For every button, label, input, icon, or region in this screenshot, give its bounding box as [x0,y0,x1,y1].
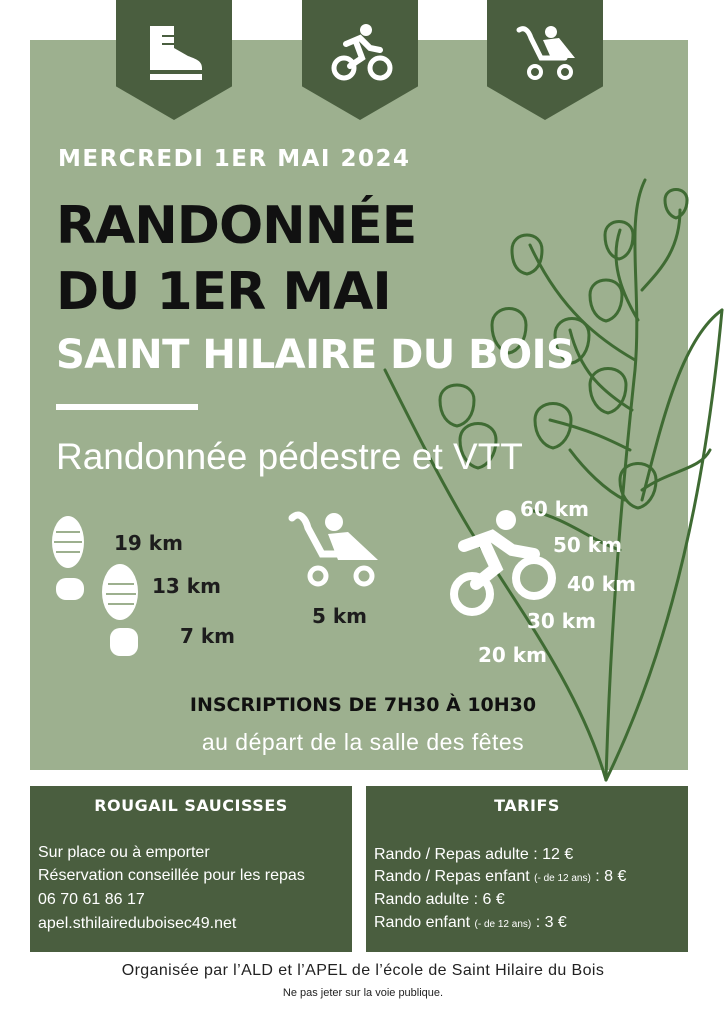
hiking-boot-icon [144,22,208,82]
bike-distance-2: 50 km [553,533,622,557]
tarif-note: (- de 12 ans) [474,919,532,930]
tarif-label: Rando adulte [374,891,470,908]
tarif-row [374,914,567,932]
meal-box [30,786,352,952]
walk-distance-3: 7 km [180,624,236,648]
tarif-row [374,846,573,864]
location-title: SAINT HILAIRE DU BOIS [56,332,575,378]
tarifs-box [366,786,688,952]
tarif-price: : 6 € [473,891,505,908]
registration-hours: INSCRIPTIONS DE 7H30 À 10H30 [189,694,537,716]
tarif-label: Rando / Repas adulte [374,846,529,863]
stroller-icon-large [288,508,384,590]
tarif-label: Rando enfant [374,914,471,931]
bike-distance-1: 60 km [520,497,589,521]
bike-distance-3: 40 km [567,572,636,596]
organizers-line: Organisée par l’ALD et l’APEL de l’école de Saint Hilaire du Bois [121,962,605,979]
title-line-1: RANDONNÉE [56,196,417,256]
walk-distance-2: 13 km [152,574,221,598]
tarif-row [374,891,505,909]
title-line-2: DU 1ER MAI [56,262,391,322]
stroller-distance: 5 km [312,604,368,628]
bike-distance-5: 20 km [478,643,547,667]
tarif-price: : 3 € [535,914,567,931]
meal-line: Sur place ou à emporter [38,844,210,861]
cyclist-icon-large [450,508,558,618]
tarif-price: : 12 € [533,846,574,863]
tarif-price: : 8 € [590,868,627,885]
tarif-note: (- de 12 ans) [534,873,591,884]
tarifs-title: TARIFS [494,796,560,815]
event-date: MERCREDI 1ER MAI 2024 [58,146,411,172]
meal-line: Réservation conseillée pour les repas [38,867,305,884]
notice-line: Ne pas jeter sur la voie publique. [282,987,444,999]
mountain-bike-icon [330,22,394,84]
stroller-icon [515,22,579,84]
subtitle: Randonnée pédestre et VTT [56,436,523,477]
bike-distance-4: 30 km [527,609,596,633]
tarif-label: Rando / Repas enfant [374,868,530,885]
walk-distance-1: 19 km [114,531,183,555]
registration-place: au départ de la salle des fêtes [201,729,525,755]
meal-phone: 06 70 61 86 17 [38,891,145,908]
meal-title: ROUGAIL SAUCISSES [94,796,288,815]
meal-email: apel.sthilaireduboisec49.net [38,915,237,932]
divider [56,404,198,410]
tarif-row [374,868,626,886]
